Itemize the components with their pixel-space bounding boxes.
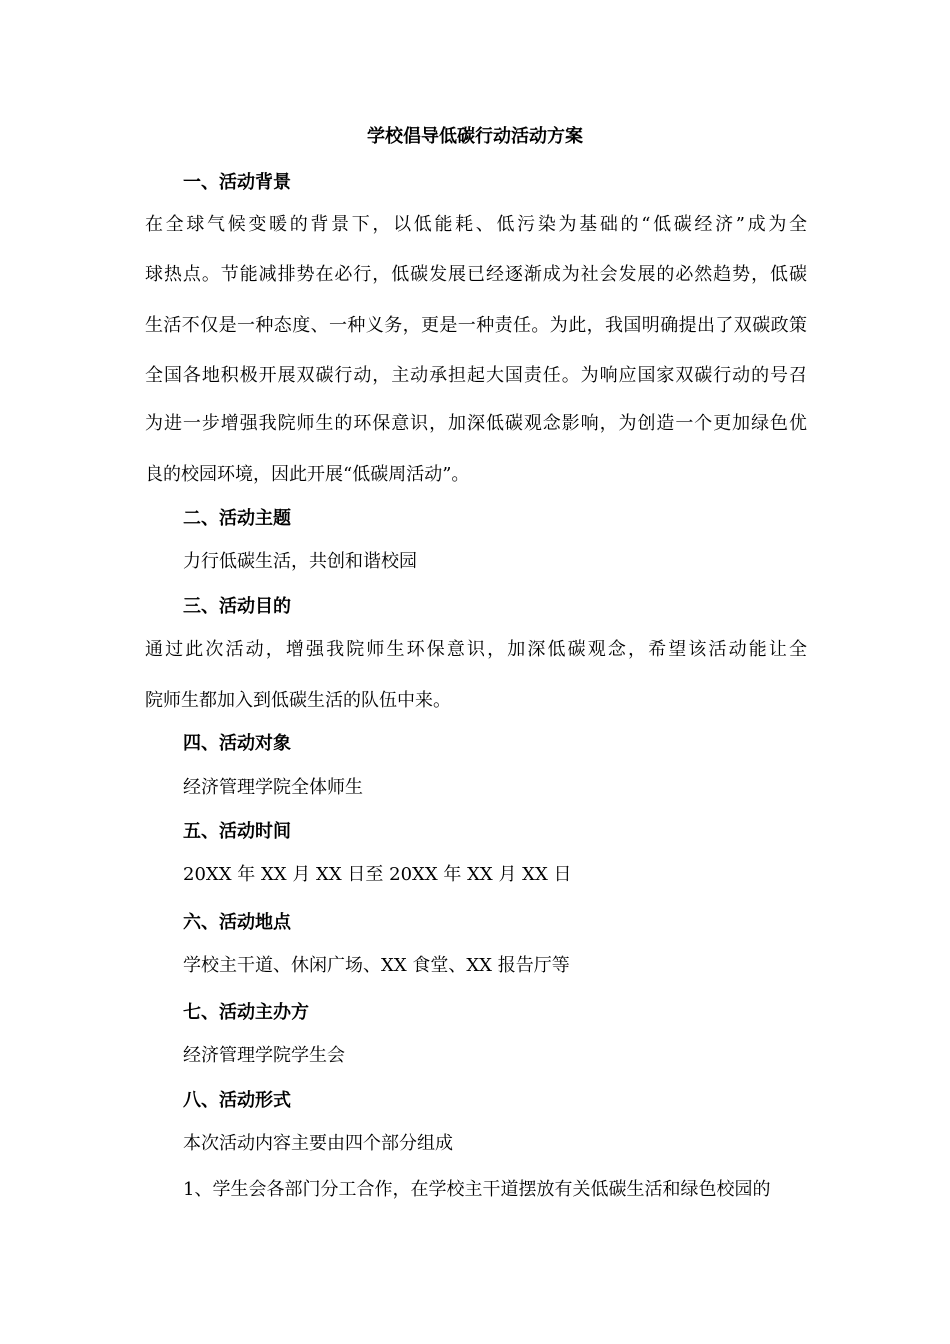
paragraph-line: 经济管理学院全体师生	[183, 777, 363, 798]
paragraph-line: 良的校园环境，因此开展“低碳周活动”。	[145, 464, 470, 485]
section-heading-time: 五、活动时间	[183, 821, 291, 842]
paragraph-line: 在全球气候变暖的背景下，以低能耗、低污染为基础的“低碳经济”成为全	[145, 214, 807, 235]
paragraph-line: 全国各地积极开展双碳行动，主动承担起大国责任。为响应国家双碳行动的号召	[145, 365, 807, 386]
section-heading-format: 八、活动形式	[183, 1090, 291, 1111]
section-heading-purpose: 三、活动目的	[183, 596, 291, 617]
paragraph-line: 学校主干道、休闲广场、XX 食堂、XX 报告厅等	[183, 955, 570, 976]
paragraph-line: 生活不仅是一种态度、一种义务，更是一种责任。为此，我国明确提出了双碳政策	[145, 315, 807, 336]
paragraph-line: 经济管理学院学生会	[183, 1045, 345, 1066]
paragraph-line: 为进一步增强我院师生的环保意识，加深低碳观念影响，为创造一个更加绿色优	[145, 413, 807, 434]
paragraph-line: 球热点。节能减排势在必行，低碳发展已经逐渐成为社会发展的必然趋势，低碳	[145, 264, 807, 285]
paragraph-line: 院师生都加入到低碳生活的队伍中来。	[145, 690, 451, 711]
paragraph-line: 1、学生会各部门分工合作，在学校主干道摆放有关低碳生活和绿色校园的	[183, 1179, 771, 1200]
section-heading-audience: 四、活动对象	[183, 733, 291, 754]
paragraph-line: 力行低碳生活，共创和谐校园	[183, 551, 417, 572]
paragraph-line: 通过此次活动，增强我院师生环保意识，加深低碳观念，希望该活动能让全	[145, 639, 807, 660]
paragraph-line: 本次活动内容主要由四个部分组成	[183, 1133, 453, 1154]
section-heading-location: 六、活动地点	[183, 912, 291, 933]
section-heading-theme: 二、活动主题	[183, 508, 291, 529]
document-title: 学校倡导低碳行动活动方案	[367, 126, 583, 147]
paragraph-line: 20XX 年 XX 月 XX 日至 20XX 年 XX 月 XX 日	[183, 864, 572, 885]
section-heading-background: 一、活动背景	[183, 172, 291, 193]
section-heading-organizer: 七、活动主办方	[183, 1002, 309, 1023]
